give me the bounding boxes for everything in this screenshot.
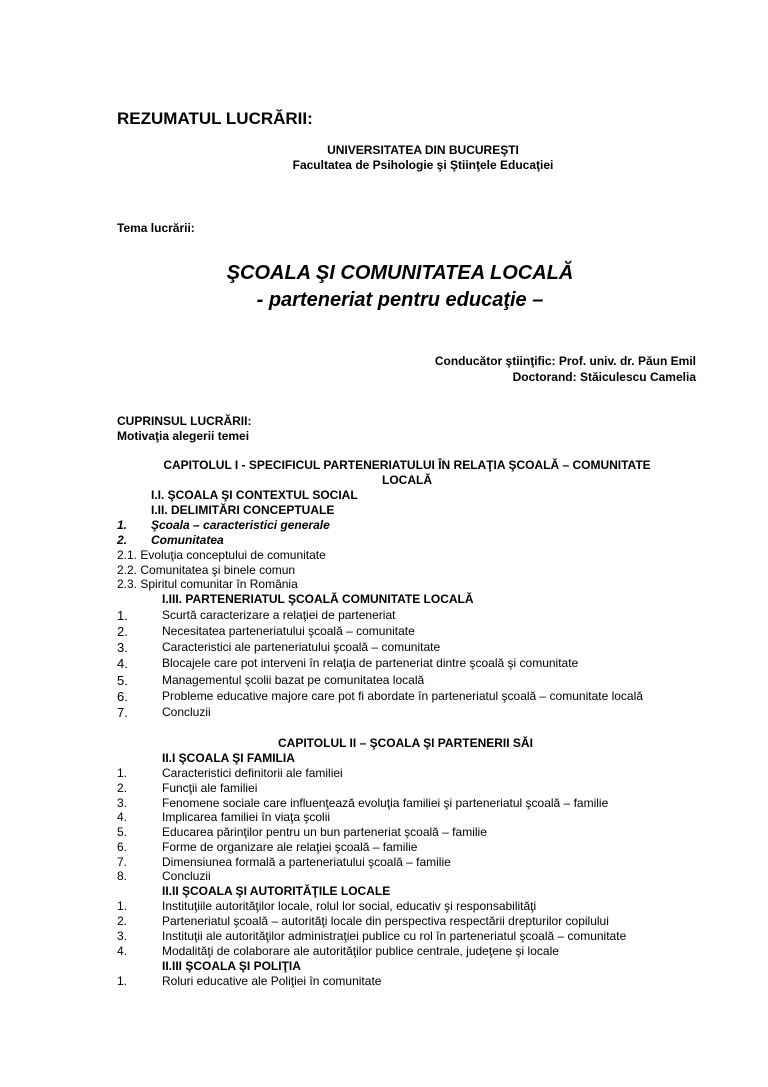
- sub-item: 2.3. Spiritul comunitar în România: [117, 577, 298, 591]
- list-item: [0, 944, 768, 959]
- list-item: [0, 656, 768, 672]
- item-text: Managementul şcolii bazat pe comunitatea locală: [162, 673, 425, 687]
- sub-item: 2.1. Evoluţia conceptului de comunitate: [117, 548, 326, 562]
- chapter1-title: CAPITOLUL I - SPECIFICUL PARTENERIATULUI ÎN RELAŢIA ŞCOALĂ – COMUNITATE: [163, 458, 651, 472]
- item-text: Probleme educative majore care pot fi abordate în parteneriatul şcoală – comunitate locală: [162, 689, 643, 703]
- item-number: 2.: [117, 781, 128, 795]
- item-text: Instituţiile autorităţilor locale, rolul lor social, educativ şi responsabilităţi: [162, 899, 537, 913]
- chapter1-section1: I.I. ŞCOALA ŞI CONTEXTUL SOCIAL: [151, 488, 358, 502]
- list-item: [0, 624, 768, 640]
- item-text: Funcţii ale familiei: [162, 781, 258, 795]
- item-number: 2.: [117, 533, 128, 547]
- item-number: 1.: [117, 518, 128, 532]
- item-number: 7.: [117, 705, 128, 720]
- contents-heading: CUPRINSUL LUCRĂRII:: [117, 414, 252, 428]
- item-number: 4.: [117, 944, 128, 958]
- item-text: Parteneriatul şcoală – autorităţi locale din perspectiva respectării drepturilor copilului: [162, 914, 609, 928]
- item-number: 5.: [117, 673, 128, 688]
- list-item: [0, 840, 768, 855]
- item-text: Caracteristici ale parteneriatului şcoală – comunitate: [162, 640, 441, 654]
- item-text: Caracteristici definitorii ale familiei: [162, 766, 343, 780]
- list-item: [0, 929, 768, 944]
- chapter1-section2: I.II. DELIMITĂRI CONCEPTUALE: [151, 503, 335, 517]
- theme-subtitle: - parteneriat pentru educaţie –: [256, 289, 544, 311]
- theme-label: Tema lucrării:: [117, 221, 195, 235]
- theme-title: ŞCOALA ŞI COMUNITATEA LOCALĂ: [226, 262, 574, 284]
- list-item: [0, 518, 768, 533]
- list-item: [0, 781, 768, 796]
- item-number: 4.: [117, 656, 128, 671]
- item-number: 8.: [117, 869, 128, 883]
- sub-item: 2.2. Comunitatea şi binele comun: [117, 563, 296, 577]
- item-number: 1.: [117, 608, 128, 623]
- item-number: 4.: [117, 810, 128, 824]
- item-number: 6.: [117, 840, 128, 854]
- item-text: Dimensiunea formală a parteneriatului şcoală – familie: [162, 855, 451, 869]
- list-item: [0, 810, 768, 825]
- chapter1-title-cont: LOCALĂ: [382, 473, 432, 487]
- chapter2-section3: II.III ŞCOALA ŞI POLIŢIA: [162, 959, 301, 973]
- item-text: Concluzii: [162, 705, 211, 719]
- chapter2-title: CAPITOLUL II – ŞCOALA ŞI PARTENERII SĂI: [278, 736, 533, 750]
- item-text: Forme de organizare ale relaţiei şcoală – familie: [162, 840, 418, 854]
- list-item: [0, 796, 768, 811]
- item-number: 2.: [117, 624, 128, 639]
- list-item: [0, 608, 768, 624]
- item-text: Instituţii ale autorităţilor administraţiei publice cu rol în parteneriatul şcoală – comunitate: [162, 929, 627, 943]
- list-item: [0, 914, 768, 929]
- university-name: UNIVERSITATEA DIN BUCUREŞTI: [327, 143, 519, 157]
- item-text: Comunitatea: [151, 533, 224, 547]
- item-text: Implicarea familiei în viaţa şcolii: [162, 810, 331, 824]
- item-number: 6.: [117, 689, 128, 704]
- item-number: 1.: [117, 899, 128, 913]
- list-item: [0, 899, 768, 914]
- item-text: Scurtă caracterizare a relaţiei de parteneriat: [162, 608, 396, 622]
- chapter2-section2: II.II ŞCOALA ŞI AUTORITĂŢILE LOCALE: [162, 884, 391, 898]
- item-text: Blocajele care pot interveni în relaţia de parteneriat dintre şcoală şi comunitate: [162, 656, 579, 670]
- list-item: [0, 689, 768, 705]
- motivation: Motivaţia alegerii temei: [117, 429, 250, 443]
- item-number: 3.: [117, 796, 128, 810]
- item-number: 5.: [117, 825, 128, 839]
- item-number: 1.: [117, 766, 128, 780]
- list-item: [0, 533, 768, 548]
- coordinator: Conducător ştiinţific: Prof. univ. dr. Păun Emil: [434, 354, 696, 368]
- summary-title: REZUMATUL LUCRĂRII:: [117, 109, 313, 128]
- list-item: [0, 825, 768, 840]
- item-number: 3.: [117, 640, 128, 655]
- list-item: [0, 705, 768, 721]
- item-number: 2.: [117, 914, 128, 928]
- item-text: Roluri educative ale Poliţiei în comunitate: [162, 974, 382, 988]
- list-item: [0, 869, 768, 884]
- item-number: 3.: [117, 929, 128, 943]
- item-text: Modalităţi de colaborare ale autorităţilor publice centrale, judeţene şi locale: [162, 944, 559, 958]
- faculty-name: Facultatea de Psihologie şi Ştiinţele Educaţiei: [292, 158, 554, 172]
- list-item: [0, 855, 768, 870]
- list-item: [0, 640, 768, 656]
- item-text: Educarea părinţilor pentru un bun parteneriat şcoală – familie: [162, 825, 487, 839]
- list-item: [0, 974, 768, 989]
- item-text: Concluzii: [162, 869, 211, 883]
- item-text: Necesitatea parteneriatului şcoală – comunitate: [162, 624, 415, 638]
- item-text: Fenomene sociale care influenţează evoluţia familiei şi parteneriatul şcoală – familie: [162, 796, 609, 810]
- doctoral-candidate: Doctorand: Stăiculescu Camelia: [512, 370, 696, 384]
- chapter1-section3: I.III. PARTENERIATUL ŞCOALĂ COMUNITATE LOCALĂ: [162, 592, 474, 606]
- item-number: 1.: [117, 974, 128, 988]
- chapter2-section1: II.I ŞCOALA ŞI FAMILIA: [162, 751, 295, 765]
- item-text: Şcoala – caracteristici generale: [151, 518, 330, 532]
- list-item: [0, 766, 768, 781]
- list-item: [0, 673, 768, 689]
- item-number: 7.: [117, 855, 128, 869]
